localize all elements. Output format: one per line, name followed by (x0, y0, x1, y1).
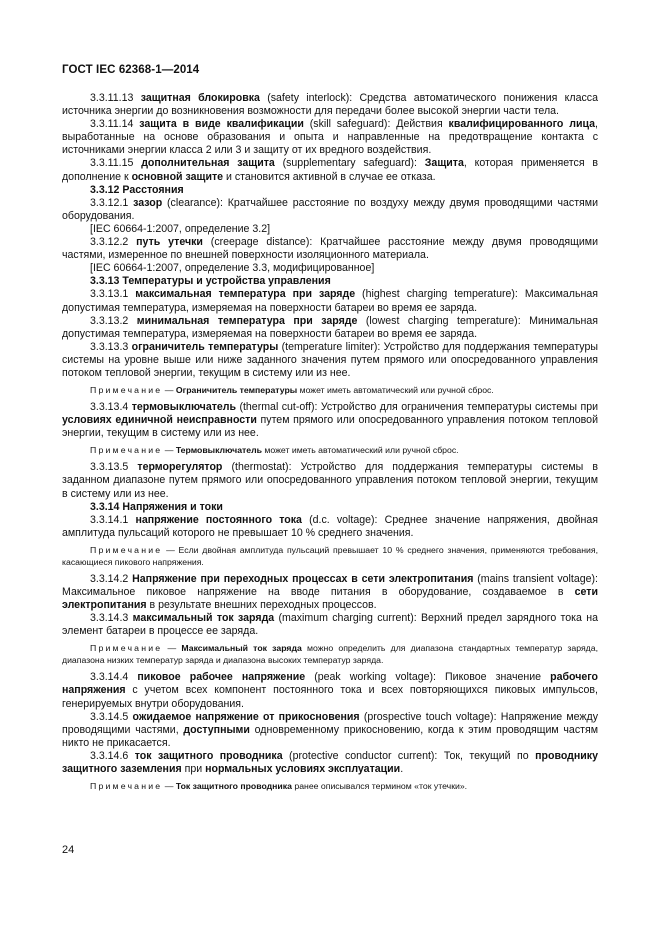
definition-paragraph (62, 401, 598, 440)
definition-paragraph (62, 671, 598, 710)
text-run: 3.3.13.2 (90, 314, 137, 327)
text-run: (skill safeguard): Действия (303, 118, 449, 131)
bold-term: максимальный ток заряда (132, 612, 275, 625)
text-run: (d.c. voltage): Среднее значение напряжения, двойная амплитуда пульсаций которого не превышает 10 % среднего значения. (62, 513, 598, 539)
text-run: 3.3.13.1 (90, 288, 136, 301)
document-body (62, 92, 598, 797)
bold-term: нормальных условиях эксплуатации (205, 763, 401, 776)
bold-term: термовыключатель (131, 401, 237, 414)
document-header: ГОСТ IEC 62368-1—2014 (62, 64, 200, 76)
bold-term: зазор (133, 196, 163, 209)
bold-term: Ток защитного проводника (175, 781, 292, 792)
text-run: 3.3.11.15 (90, 157, 142, 170)
definition-paragraph (62, 750, 598, 776)
text-run: 3.3.12 Расстояния (90, 183, 184, 196)
definition-paragraph (62, 157, 598, 183)
bold-term: Максимальный ток заряда (181, 643, 302, 654)
text-run: — (162, 781, 176, 792)
bold-term: защитная блокировка (140, 92, 260, 104)
text-run: (prospective touch voltage): Напряжение между проводящими частями, (62, 710, 598, 736)
text-run: путем прямого или опосредованного управления потоком тепловой энергии, текущим в систему или из нее. (62, 414, 598, 440)
text-run: (clearance): Кратчайшее расстояние по воздуху между двумя проводящими частями оборудования. (62, 196, 598, 222)
text-run: 3.3.14.1 (90, 513, 136, 526)
text-run: (maximum charging current): Верхний предел зарядного тока на элемент батареи в процессе ее заряда. (62, 612, 599, 638)
text-run: (protective conductor current): Ток, текущий по (282, 749, 536, 762)
text-run: ранее описывался термином «ток утечки». (291, 781, 468, 792)
text-run: (supplementary safeguard): (274, 157, 425, 170)
text-run: (thermostat): Устройство для поддержания температуры системы в заданном диапазоне путем прямого или опосредованного управления потоком тепловой энергии, текущим в систему или из нее. (62, 461, 598, 500)
note-paragraph (62, 384, 598, 396)
text-run: , выработанные на основе образования и опыта и направленные на предотвращение контакта с источниками энергии класса 2 или 3 и защиту от их вредного воздействия. (62, 118, 598, 157)
text-run: 3.3.13.4 (90, 401, 132, 414)
text-run: 3.3.14 Напряжения и токи (90, 500, 223, 513)
bold-term: Напряжение при переходных процессах в сети электропитания (132, 572, 474, 585)
text-run: — (162, 385, 176, 396)
text-run: 3.3.14.2 (90, 572, 133, 585)
bold-term: минимальная температура при заряде (136, 314, 358, 327)
definition-paragraph (62, 341, 598, 380)
text-run: (creepage distance): Кратчайшее расстояние между двумя проводящими частями, измеренное по внешней поверхности изоляционного материала. (62, 236, 598, 262)
definition-paragraph (62, 288, 598, 314)
section-heading (62, 275, 598, 288)
reference-line (62, 262, 598, 275)
text-run: при (181, 763, 206, 776)
note-label: Примечание (90, 385, 163, 396)
bold-term: квалифицированного лица (448, 118, 596, 131)
text-run: 3.3.14.6 (90, 749, 135, 762)
text-run: 3.3.12.1 (90, 196, 134, 209)
text-run: может иметь автоматический или ручной сброс. (261, 445, 459, 456)
definition-paragraph (62, 315, 598, 341)
bold-term: рабочего напряжения (62, 671, 599, 697)
text-run: 3.3.13 Температуры и устройства управления (90, 275, 331, 288)
definition-paragraph (62, 612, 598, 638)
note-label: Примечание (90, 544, 163, 555)
text-run: , которая применяется в дополнение к (62, 157, 598, 183)
note-label: Примечание (90, 643, 163, 654)
bold-term: ограничитель температуры (131, 340, 279, 353)
text-run: (lowest charging temperature): Минимальная допустимая температура, измеряемая на поверхности батареи во время ее заряда. (62, 314, 599, 340)
bold-term: дополнительная защита (141, 157, 275, 170)
bold-term: основной защите (131, 170, 224, 183)
text-run: можно определить для диапазона стандартных температур заряда, диапазона низких температур заряда и диапазона высоких температур заряда. (62, 643, 598, 666)
note-label: Примечание (90, 445, 163, 456)
text-run: (peak working voltage): Пиковое значение (305, 671, 551, 684)
bold-term: Ограничитель температуры (175, 385, 298, 396)
bold-term: проводнику защитного заземления (62, 749, 598, 776)
text-run: 3.3.12.2 (90, 236, 137, 249)
text-run: — Если двойная амплитуда пульсаций превышает 10 % среднего значения, применяются требования, касающиеся пикового напряжения. (62, 544, 598, 567)
text-run: 3.3.11.14 (90, 118, 140, 131)
bold-term: путь утечки (136, 236, 203, 249)
definition-paragraph (62, 236, 598, 262)
note-paragraph (62, 780, 598, 792)
bold-term: сети электропитания (62, 586, 598, 612)
bold-term: терморегулятор (137, 461, 223, 474)
bold-term: условиях единичной неисправности (62, 414, 257, 427)
text-run: 3.3.13.3 (90, 340, 132, 353)
page-number: 24 (62, 844, 75, 856)
bold-term: ток защитного проводника (134, 749, 283, 762)
definition-paragraph (62, 197, 598, 223)
text-run: [IEC 60664-1:2007, определение 3.2] (90, 222, 271, 235)
note-paragraph (62, 444, 598, 456)
reference-line (62, 223, 598, 236)
bold-term: напряжение постоянного тока (135, 513, 302, 526)
note-paragraph (62, 544, 598, 568)
text-run: одновременному прикосновению, когда к этим проводящим частям никто не прикасается. (62, 723, 598, 749)
text-run: — (162, 643, 182, 654)
text-run: — (162, 445, 176, 456)
text-run: 3.3.13.5 (90, 461, 138, 474)
text-run: с учетом всех компонент постоянного тока и всех повторяющихся пиковых импульсов, генерируемых внутри оборудования. (62, 684, 598, 710)
bold-term: пиковое рабочее напряжение (137, 671, 306, 684)
bold-term: ожидаемое напряжение от прикосновения (132, 710, 360, 723)
bold-term: доступными (183, 723, 250, 736)
text-run: (safety interlock): Средства автоматического понижения класса источника энергии до возникновения возможности для передачи более высокой энергии части тела. (62, 92, 598, 118)
text-run: 3.3.11.13 (90, 92, 141, 104)
section-heading (62, 501, 598, 514)
definition-paragraph (62, 92, 598, 118)
definition-paragraph (62, 461, 598, 500)
definition-paragraph (62, 514, 598, 540)
text-run: [IEC 60664-1:2007, определение 3.3, модифицированное] (90, 262, 375, 275)
bold-term: защита в виде квалификации (139, 118, 304, 131)
text-run: (thermal cut-off): Устройство для ограничения температуры системы при (236, 401, 599, 414)
bold-term: Термовыключатель (175, 445, 262, 456)
text-run: 3.3.14.5 (90, 710, 133, 723)
text-run: и становится активной в случае ее отказа. (223, 170, 436, 183)
text-run: (highest charging temperature): Максимальная допустимая температура, измеряемая на поверхности батареи во время ее заряда. (62, 288, 598, 314)
bold-term: максимальная температура при заряде (135, 288, 356, 301)
text-run: (temperature limiter): Устройство для поддержания температуры системы на уровне выше или ниже заданного значения путем прямого или опосредованного управления потоком тепловой энергии, текущим в систему или из нее. (62, 340, 598, 379)
definition-paragraph (62, 573, 598, 612)
definition-paragraph (62, 118, 598, 157)
text-run: может иметь автоматический или ручной сброс. (297, 385, 494, 396)
section-heading (62, 184, 598, 197)
text-run: в результате внешних переходных процессов. (146, 599, 377, 612)
text-run: . (400, 763, 404, 776)
text-run: 3.3.14.4 (90, 671, 138, 684)
text-run: 3.3.14.3 (90, 612, 133, 625)
text-run: (mains transient voltage): Максимальное пиковое напряжение на вводе питания в оборудование, создаваемое в (62, 572, 598, 598)
bold-term: Защита (424, 157, 464, 170)
definition-paragraph (62, 711, 598, 750)
note-paragraph (62, 642, 598, 666)
note-label: Примечание (90, 781, 163, 792)
